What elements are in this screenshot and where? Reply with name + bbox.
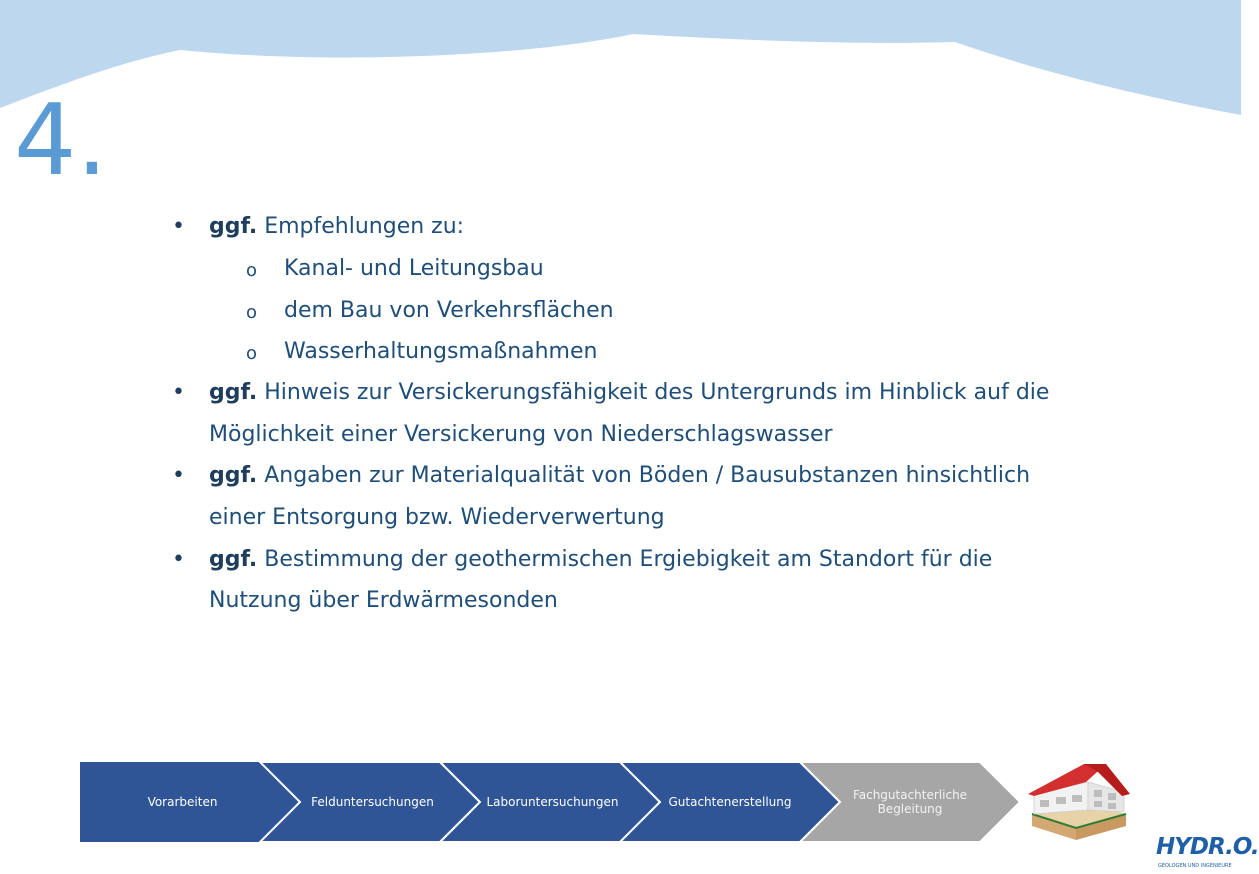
bullet-symbol: • [172,463,185,488]
bullet-item-4 [209,547,992,572]
sub-bullet-item: dem Bau von Verkehrsflächen [284,298,614,323]
sub-bullet-item: Wasserhaltungsmaßnahmen [284,339,598,364]
bullet-text: Bestimmung der geothermischen Ergiebigkeit am Standort für die [257,547,993,572]
bullet-text: Angaben zur Materialqualität von Böden / Bausubstanzen hinsichtlich [257,463,1031,488]
bullet-text-continuation: Nutzung über Erdwärmesonden [209,588,558,613]
process-chevron-bar [80,762,1030,842]
bullet-symbol: • [172,380,185,405]
bullet-item-2 [209,380,1049,405]
sub-bullet-item: Kanal- und Leitungsbau [284,256,544,281]
bullet-bold-prefix: ggf. [209,547,258,572]
house-icon [1026,762,1134,842]
logo-tagline: GEOLOGEN UND INGENIEURE [1158,863,1232,869]
bullet-symbol: • [172,214,185,239]
bullet-text: Hinweis zur Versickerungsfähigkeit des Untergrunds im Hinblick auf die [257,380,1050,405]
company-logo [1156,834,1259,872]
sub-bullet-symbol: o [246,260,258,281]
sub-bullet-symbol: o [246,302,258,323]
process-step-vorarbeiten: Vorarbeiten [147,795,218,809]
bullet-symbol: • [172,547,185,572]
bullet-bold-prefix: ggf. [209,463,258,488]
header-wave-decoration [0,0,1241,120]
bullet-item-3 [209,463,1030,488]
bullet-bold-prefix: ggf. [209,214,258,239]
bullet-text: Empfehlungen zu: [257,214,465,239]
process-step-felduntersuchungen: Felduntersuchungen [311,795,434,809]
bullet-bold-prefix: ggf. [209,380,258,405]
logo-name: HYDR.O. [1156,834,1259,860]
slide-number: 4. [14,84,108,198]
process-step-gutachtenerstellung: Gutachtenerstellung [668,795,792,809]
sub-bullet-symbol: o [246,343,258,364]
bullet-text-continuation: einer Entsorgung bzw. Wiederverwertung [209,505,665,530]
process-step-fachgutachterliche-begleitung: Fachgutachterliche Begleitung [852,788,968,816]
process-step-laboruntersuchungen: Laboruntersuchungen [486,795,619,809]
bullet-text-continuation: Möglichkeit einer Versickerung von Niederschlagswasser [209,422,833,447]
bullet-item-1 [209,214,464,239]
